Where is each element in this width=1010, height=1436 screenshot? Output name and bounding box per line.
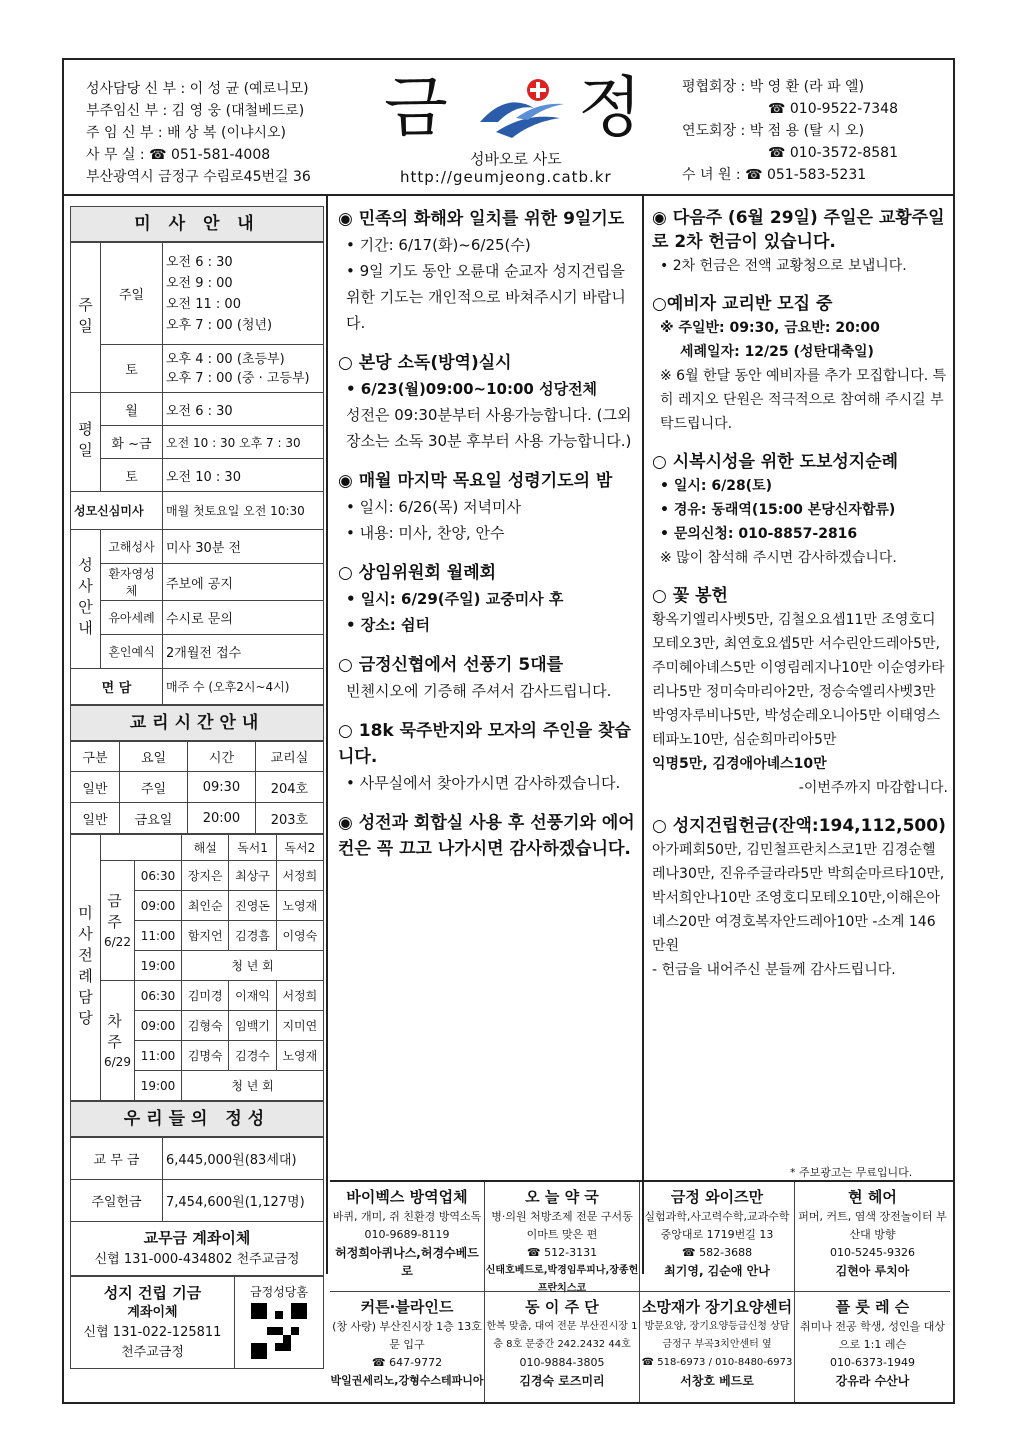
table-cell: 장지은 [182, 861, 229, 891]
col-header: 구분 [71, 742, 120, 772]
heart-mass-label: 성모신심미사 [71, 492, 163, 530]
ministry-table [70, 834, 324, 1101]
sacrament-info: 수시로 문의 [163, 601, 324, 635]
mass-slot: 09:00 [134, 891, 181, 921]
sacrament-type: 유아세례 [101, 601, 163, 635]
ad-desc: 한복 맞춤, 대여 전문 부산진시장 1층 8호 문중간 242.2432 44호 [486, 1321, 638, 1350]
notice-item: -이번주까지 마감합니다. [798, 780, 948, 796]
heart-mass-time: 매월 첫토요일 오전 10:30 [163, 492, 324, 530]
website-url[interactable]: http://geumjeong.catb.kr [400, 168, 612, 186]
notice-heading: ◉ 매월 마지막 목요일 성령기도의 밤 [338, 471, 613, 491]
weekday-day: 월 [101, 393, 163, 426]
col-header: 요일 [119, 742, 187, 772]
patron-saint: 성바오로 사도 [470, 150, 562, 168]
ad-desc: 바퀴, 개미, 쥐 친환경 방역소독 [332, 1210, 482, 1223]
ministry-label: 미사전례담당 [71, 835, 101, 1101]
council-phone: ☎ 010-9522-7348 [768, 101, 898, 117]
catechism-title: 교리시간안내 [70, 705, 324, 741]
table-cell: 서정희 [276, 861, 323, 891]
table-cell: 진영돈 [229, 891, 276, 921]
ad-box [330, 1182, 485, 1292]
table-cell: 최상구 [229, 861, 276, 891]
ad-box [485, 1292, 640, 1402]
mass-time: 오전 10 : 30 오후 7 : 30 [163, 426, 324, 459]
title-char-2: 정 [578, 69, 642, 146]
mass-slot: 06:30 [134, 981, 181, 1011]
notice-heading: ◉ 민족의 화해와 일치를 위한 9일기도 [338, 209, 625, 229]
ad-owner: 신태호베드로,박경임루피나,장종헌프란치스코 [485, 1265, 639, 1294]
donor-list: 아가페회50만, 김민철프란치스코1만 김경순헬레나30만, 진유주글라라5만 박희순마르타10만, 박서희안나10만 조영호디모테오10만,이해은아녜스20만 여경호복자안드레아10만 -소계 146 만원 [652, 842, 945, 954]
col-header: 시간 [188, 742, 256, 772]
mass-slot: 19:00 [134, 1071, 181, 1101]
qr-code-icon[interactable] [251, 1303, 307, 1359]
mass-slot: 19:00 [134, 951, 181, 981]
interview-time: 매주 수 (오후2시~4시) [163, 669, 324, 705]
council-info [682, 76, 898, 186]
build-fund-table [70, 1276, 324, 1369]
mass-time: 오전 10 : 30 [163, 459, 324, 492]
notice-item: - 헌금을 내어주신 분들께 감사드립니다. [652, 962, 896, 978]
mass-time: 오전 11 : 00 [166, 296, 241, 312]
clergy-line: 부주임신 부 : 김 영 웅 (대철베드로) [86, 103, 305, 119]
bulletin-page [62, 58, 955, 1404]
weekday-day: 토 [101, 459, 163, 492]
notice-column-1 [338, 206, 636, 862]
ad-name: 바이벡스 방역업체 [346, 1188, 468, 1206]
sunday-day: 주일 [101, 243, 163, 345]
interview-label: 면 담 [71, 669, 163, 705]
ad-desc: 퍼머, 커트, 염색 장전놀이터 부산대 방향 [798, 1210, 947, 1241]
weekday-day: 화 ~금 [101, 426, 163, 459]
table-cell: 최인순 [182, 891, 229, 921]
notice-heading: ○ 본당 소독(방역)실시 [338, 353, 512, 373]
notice-item: • 9일 기도 동안 오륜대 순교자 성지건립을 위한 기도는 개인적으로 바쳐주시기 바랍니다. [346, 262, 626, 332]
ad-owner: 서창호 베드로 [680, 1374, 754, 1388]
offering-table [70, 1137, 324, 1276]
notice-item: • 일시: 6/26(목) 저녁미사 [346, 498, 522, 516]
ad-owner: 허정희아퀴나스,허경수베드로 [335, 1246, 479, 1278]
notice-heading: ○ 꽃 봉헌 [652, 586, 728, 606]
weekday-label: 평일 [71, 393, 101, 492]
build-owner: 천주교금정 [121, 1344, 184, 1360]
ad-desc: (창 사랑) 부산진시장 1층 13호문 입구 [332, 1320, 482, 1351]
notice-heading: ○ 18k 묵주반지와 모자의 주인을 찾습니다. [338, 721, 631, 767]
table-cell: 김미경 [182, 981, 229, 1011]
sacrament-label: 성사안내 [71, 530, 101, 669]
build-subtitle: 계좌이체 [127, 1304, 178, 1320]
ad-phone: ☎ 582-3688 [681, 1246, 753, 1259]
table-cell: 204호 [255, 772, 323, 803]
mass-title: 미 사 안 내 [70, 206, 324, 242]
office-phone: 사 무 실 : ☎ 051-581-4008 [86, 147, 271, 163]
ad-phone: 010-9884-3805 [519, 1356, 605, 1369]
donor-list: 황옥기엘리사벳5만, 김철오요셉11만 조영호디모테오3만, 최연호요셉5만 서수린안드레아5만, 주미혜아녜스5만 이영림레지나10만 이순영카타리나5만 정미숙마리아2만, 정승숙엘리사벳3만 박영자루비나5만, 박성순레오니아5만 이태영스테파노10만, 심순희마리아5만 [652, 612, 945, 748]
ad-owner: 박일권세리노,강형수스테파니아 [330, 1374, 484, 1387]
ad-owner: 김현아 루치아 [835, 1264, 910, 1278]
week2-date: 6/29 [104, 1054, 131, 1069]
notice-heading: ○ 상임위원회 월례회 [338, 563, 497, 583]
mass-time: 오후 7 : 00 (청년) [166, 317, 273, 333]
notice-item: • 일시: 6/29(주일) 교중미사 후 [346, 590, 564, 608]
saturday-day: 토 [101, 345, 163, 393]
clergy-line: 주 임 신 부 : 배 상 복 (이냐시오) [86, 125, 287, 141]
notice-heading: ◉ 다음주 (6월 29일) 주일은 교황주일로 2차 헌금이 있습니다. [652, 208, 945, 252]
build-title: 성지 건립 기금 [103, 1283, 202, 1302]
qr-box[interactable] [235, 1277, 324, 1369]
ad-name: 오 늘 약 국 [525, 1188, 599, 1206]
offering-title: 우리들의 정성 [70, 1101, 324, 1137]
col-header: 독서1 [229, 835, 276, 861]
ad-owner: 강유라 수산나 [835, 1374, 910, 1388]
ad-phone: ☎ 512-3131 [526, 1246, 598, 1259]
ad-desc: 병·의원 처방조제 전문 구서동 이마트 맞은 편 [491, 1210, 633, 1241]
table-cell: 주일 [119, 772, 187, 803]
saturday-times [163, 345, 324, 393]
youth-group: 청 년 회 [182, 951, 324, 981]
ad-phone: 010-6373-1949 [830, 1356, 915, 1369]
table-cell: 함지언 [182, 921, 229, 951]
ad-phone: ☎ 647-9772 [371, 1356, 443, 1369]
table-cell: 임백기 [229, 1011, 276, 1041]
donor-list: 익명5만, 김경애아녜스10만 [652, 756, 827, 772]
week1-label [101, 861, 135, 981]
mass-slot: 06:30 [134, 861, 181, 891]
notice-item: ※ 많이 참석해 주시면 감사하겠습니다. [660, 550, 897, 566]
empty-cell [101, 835, 182, 861]
notice-heading: ○ 금정신협에서 선풍기 5대를 [338, 655, 564, 675]
table-cell: 김경수 [229, 1041, 276, 1071]
col-header: 독서2 [276, 835, 323, 861]
column-divider [642, 196, 644, 1274]
sunday-label: 주일 [71, 243, 101, 393]
notice-heading: ○예비자 교리반 모집 중 [652, 294, 833, 314]
notice-column-2 [652, 206, 948, 982]
ad-name: 금정 와이즈만 [670, 1188, 764, 1206]
ad-box [640, 1182, 795, 1292]
clergy-info [86, 78, 311, 188]
col-header: 해설 [182, 835, 229, 861]
left-column [70, 206, 324, 1369]
ad-desc: 취미나 전공 학생, 성인을 대상으로 1:1 레슨 [800, 1320, 945, 1351]
table-cell: 지미연 [276, 1011, 323, 1041]
transfer-box [71, 1222, 324, 1276]
ad-name: 소망재가 장기요양센터 [641, 1298, 793, 1316]
notice-item: • 2차 헌금은 전액 교황청으로 보냅니다. [660, 258, 907, 274]
sacrament-info: 2개월전 접수 [163, 635, 324, 669]
table-cell: 일반 [71, 772, 120, 803]
mass-table [70, 242, 324, 705]
ad-desc: 실험과학,사고력수학,교과수학 중앙대로 1719번길 13 [644, 1210, 790, 1241]
notice-item: ※ 6월 한달 동안 예비자를 추가 모집합니다. 특히 레지오 단원은 적극적으로 참여해 주시길 부탁드립니다. [660, 368, 947, 432]
address: 부산광역시 금정구 수림로45번길 36 [86, 169, 311, 185]
notice-item: ※ 주일반: 09:30, 금요반: 20:00 [660, 320, 880, 336]
notice-item: 빈첸시오에 기증해 주셔서 감사드립니다. [346, 682, 612, 700]
council-line: 연도회장 : 박 점 용 (탈 시 오) [682, 123, 865, 139]
ad-name: 현 헤어 [848, 1188, 897, 1206]
sacrament-type: 환자영성체 [101, 564, 163, 601]
table-cell: 김명숙 [182, 1041, 229, 1071]
qr-label: 금정성당홈 [250, 1284, 308, 1299]
ad-box [485, 1182, 640, 1292]
table-cell: 노영재 [276, 1041, 323, 1071]
table-cell: 노영재 [276, 891, 323, 921]
mass-time: 오전 6 : 30 [163, 393, 324, 426]
sacrament-type: 혼인예식 [101, 635, 163, 669]
notice-item: 세례일자: 12/25 (성탄대축일) [680, 344, 874, 360]
ad-phone: 010-9689-8119 [364, 1228, 450, 1241]
ad-phone: ☎ 518-6973 / 010-8480-6973 [641, 1357, 793, 1368]
bulletin-header [64, 60, 953, 196]
table-cell: 김형숙 [182, 1011, 229, 1041]
notice-item: • 문의신청: 010-8857-2816 [660, 526, 858, 542]
ad-phone: 010-5245-9326 [830, 1246, 915, 1259]
catechism-table [70, 741, 324, 834]
ad-box [795, 1182, 950, 1292]
ad-note: * 주보광고는 무료입니다. [790, 1166, 913, 1179]
table-cell: 서정희 [276, 981, 323, 1011]
week2-name: 차주 [105, 1012, 123, 1055]
ad-box [330, 1292, 485, 1402]
notice-heading: ○ 시복시성을 위한 도보성지순례 [652, 452, 899, 472]
notice-heading: ○ 성지건립헌금(잔액:194,112,500) [652, 816, 946, 836]
transfer-account: 신협 131-000-434802 천주교금정 [94, 1251, 300, 1267]
bulletin-brand [378, 68, 648, 193]
offering-amount: 7,454,600원(1,127명) [163, 1180, 324, 1222]
table-cell: 20:00 [188, 803, 256, 834]
notice-item: • 6/23(월)09:00~10:00 성당전체 [346, 380, 598, 398]
table-cell: 김경흠 [229, 921, 276, 951]
week1-date: 6/22 [104, 934, 131, 949]
offering-label: 교 무 금 [71, 1138, 163, 1180]
notice-item: 성전은 09:30분부터 사용가능합니다. (그외 장소는 소독 30분 후부터 사용 가능합니다.) [346, 406, 632, 450]
ad-owner: 최기영, 김순애 안나 [664, 1264, 770, 1278]
notice-item: • 경유: 동래역(15:00 본당신자합류) [660, 502, 896, 518]
table-cell: 이영숙 [276, 921, 323, 951]
build-account: 신협 131-022-125811 [83, 1324, 222, 1340]
parish-logo [476, 78, 568, 142]
mass-time: 오후 7 : 00 (중 · 고등부) [166, 370, 310, 386]
col-header: 교리실 [255, 742, 323, 772]
convent-phone: 수 녀 원 : ☎ 051-583-5231 [682, 167, 867, 183]
week2-label [101, 981, 135, 1101]
notice-heading: ◉ 성전과 회합실 사용 후 선풍기와 에어컨은 꼭 끄고 나가시면 감사하겠습니다. [338, 813, 635, 859]
notice-item: • 일시: 6/28(토) [660, 478, 773, 494]
mass-slot: 11:00 [134, 1041, 181, 1071]
ad-name: 동 이 주 단 [525, 1298, 599, 1316]
table-cell: 203호 [255, 803, 323, 834]
table-cell: 금요일 [119, 803, 187, 834]
mass-time: 오전 6 : 30 [166, 254, 233, 270]
youth-group: 청 년 회 [182, 1071, 324, 1101]
sacrament-type: 고해성사 [101, 530, 163, 564]
sacrament-info: 미사 30분 전 [163, 530, 324, 564]
mass-slot: 09:00 [134, 1011, 181, 1041]
ad-box [795, 1292, 950, 1402]
offering-amount: 6,445,000원(83세대) [163, 1138, 324, 1180]
mass-time: 오후 4 : 00 (초등부) [166, 351, 285, 367]
week1-name: 금주 [105, 892, 123, 935]
transfer-title: 교무금 계좌이체 [143, 1228, 251, 1247]
sunday-times [163, 243, 324, 345]
table-cell: 일반 [71, 803, 120, 834]
mass-slot: 11:00 [134, 921, 181, 951]
offering-label: 주일헌금 [71, 1180, 163, 1222]
ad-box [640, 1292, 795, 1402]
mass-time: 오전 9 : 00 [166, 275, 233, 291]
column-divider [326, 196, 328, 1274]
ad-owner: 김경숙 로즈미리 [519, 1374, 605, 1388]
build-fund-box [71, 1277, 235, 1369]
notice-item: • 사무실에서 찾아가시면 감사하겠습니다. [346, 774, 621, 792]
table-cell: 이재익 [229, 981, 276, 1011]
notice-item: • 기간: 6/17(화)~6/25(수) [346, 236, 531, 254]
council-line: 평협회장 : 박 영 환 (라 파 엘) [682, 79, 865, 95]
title-char-1: 금 [384, 69, 448, 146]
ads-section [330, 1180, 953, 1402]
council-phone: ☎ 010-3572-8581 [768, 145, 898, 161]
table-cell: 09:30 [188, 772, 256, 803]
ad-name: 플 룻 레 슨 [835, 1298, 910, 1316]
sacrament-info: 주보에 공지 [163, 564, 324, 601]
notice-item: • 내용: 미사, 찬양, 안수 [346, 524, 505, 542]
notice-item: • 장소: 쉼터 [346, 616, 430, 634]
ad-name: 커튼·블라인드 [360, 1298, 454, 1316]
clergy-line: 성사담당 신 부 : 이 성 균 (예로니모) [86, 81, 309, 97]
ad-desc: 방문요양, 장기요양등급신청 상담 금정구 부곡3치안센터 옆 [644, 1321, 790, 1350]
